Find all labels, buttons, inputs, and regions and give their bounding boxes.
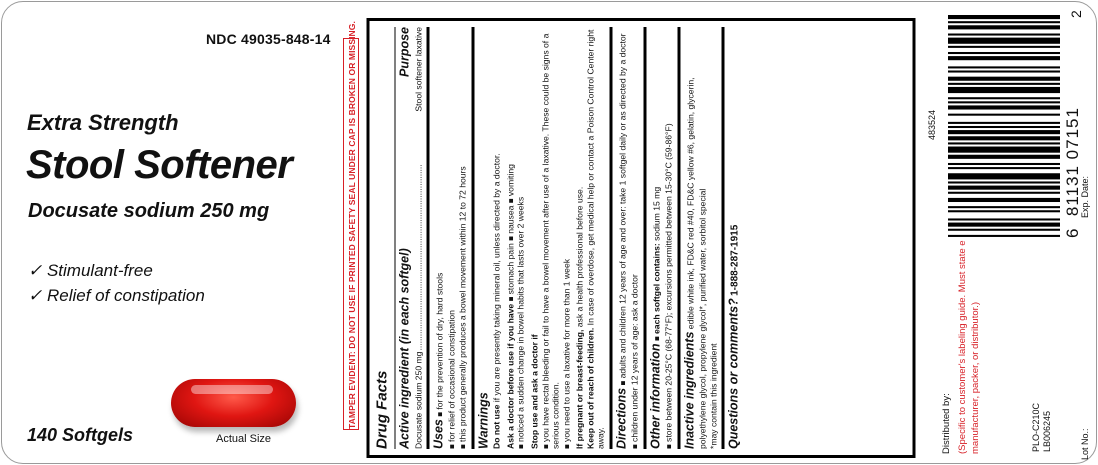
plo-code: PLO-C210C bbox=[1031, 402, 1041, 452]
df-uses-row: Uses ■ for the prevention of dry, hard stools ■ for relief of occasional constipation ■ this product generally produces a bowel movement within 12 to 72 hours bbox=[429, 27, 474, 449]
barcode-bar bbox=[948, 155, 1060, 159]
barcode-bar bbox=[948, 56, 1060, 60]
barcode-bar bbox=[948, 66, 1060, 68]
lb-code: LB006245 bbox=[1042, 410, 1052, 452]
df-title: Drug Facts bbox=[373, 370, 390, 449]
df-title-row bbox=[371, 27, 395, 449]
df-direction-1: adults and children 12 years of age and over: take 1 softgel daily or as directed by a doctor bbox=[616, 33, 627, 379]
feature-stimulant-free: ✓ Stimulant-free bbox=[28, 261, 153, 280]
barcode-bar bbox=[948, 21, 1060, 23]
barcode-bar bbox=[948, 114, 1060, 116]
df-purpose-line: Stool softener laxative bbox=[412, 27, 423, 112]
tamper-evident-strip bbox=[341, 21, 361, 430]
df-use-1: for the prevention of dry, hard stools bbox=[434, 272, 445, 410]
df-other-1-text: sodium 15 mg bbox=[650, 186, 661, 241]
barcode-bar bbox=[948, 186, 1060, 190]
strength-tag: Extra Strength bbox=[27, 110, 179, 135]
upc-check-digit: 2 bbox=[1068, 10, 1084, 18]
df-purpose-heading: Purpose bbox=[397, 27, 412, 78]
upc-number bbox=[1063, 107, 1083, 238]
df-questions-phone: 1-888-287-1915 bbox=[729, 224, 741, 296]
barcode-bar bbox=[948, 136, 1060, 140]
distributor-note-line-2: manufacturer, packer, or distributor.) bbox=[970, 301, 981, 454]
barcode-bar bbox=[948, 97, 1060, 99]
drug-facts-box bbox=[366, 18, 915, 458]
barcode-bar bbox=[948, 235, 1060, 237]
barcode-bar bbox=[948, 34, 1060, 36]
df-uses-heading: Uses bbox=[431, 419, 446, 449]
upc-digits: 81131 07151 bbox=[1063, 107, 1082, 217]
df-do-not-use-label: Do not use bbox=[491, 404, 502, 449]
df-children-label: Keep out of reach of children. bbox=[584, 327, 595, 449]
df-active-dots: .............................................................................. bbox=[412, 164, 423, 351]
df-questions-heading: Questions or comments? bbox=[726, 298, 741, 449]
df-active-heading: Active ingredient (in each softgel) bbox=[397, 248, 412, 449]
df-directions-row: Directions ■ adults and children 12 years of age and over: take 1 softgel daily or as directed by a doctor ■ children under 12 years of age: ask a doctor bbox=[612, 27, 646, 449]
feature-relief: ✓ Relief of constipation bbox=[28, 286, 205, 305]
df-other-2: store between 20-25°C (68-77°F); excursions permitted between 15-30°C (59-86°F) bbox=[663, 123, 674, 442]
lot-number-label: Lot No.: bbox=[1080, 428, 1090, 460]
df-other-heading: Other information bbox=[647, 343, 662, 449]
barcode-bar bbox=[948, 101, 1060, 103]
barcode-bar bbox=[948, 181, 1060, 183]
df-warnings-row: Warnings Do not use if you are presently taking mineral oil, unless directed by a doctor. Ask a doctor before use if you have ■ stomach pain ■ nausea ■ vomiting ■ noticed a sudden change in bowel habits that lasts over 2 weeks Stop use and ask a doctor if ■ you have rectal bleeding or fail to have a bowel movement after use of a laxative. These could be signs of a serious condition. ■ you need to use a laxative for more than 1 week If pregnant or breast-feeding, ask a health professional before use. Keep out of reach of children. In case of overdose, get medical help or contact a Poison Control Center right away. bbox=[474, 27, 612, 449]
barcode-bar bbox=[948, 167, 1060, 169]
df-inactive-note: *may contain this ingredient bbox=[707, 343, 718, 449]
barcode-bar bbox=[948, 15, 1060, 19]
df-pregnant-label: If pregnant or breast-feeding, bbox=[574, 329, 585, 449]
barcode-bar bbox=[948, 70, 1060, 72]
df-questions-row bbox=[724, 27, 744, 449]
actual-size-caption: Actual Size bbox=[216, 433, 272, 445]
df-ask-item-1: stomach pain bbox=[504, 243, 515, 295]
df-children-text: In case of overdose, get medical help or contact a Poison Control Center right away. bbox=[584, 29, 606, 449]
product-name: Stool Softener bbox=[26, 143, 293, 187]
distributor-note bbox=[956, 240, 982, 454]
df-ask-extra: noticed a sudden change in bowel habits that lasts over 2 weeks bbox=[515, 196, 526, 442]
softgel-highlight bbox=[191, 385, 273, 394]
df-do-not-use-text: if you are presently taking mineral oil, unless directed by a doctor. bbox=[491, 153, 502, 403]
barcode-bar bbox=[948, 38, 1060, 44]
barcode-bar bbox=[948, 218, 1060, 220]
barcode-bar bbox=[948, 87, 1060, 93]
df-stop-use-1: you have rectal bleeding or fail to have a bowel movement after use of a laxative. These could be signs of a serious condition. bbox=[539, 33, 561, 449]
barcode-bar bbox=[948, 192, 1060, 194]
distributor-note-line-1: (Specific to customer's labeling guide. Must state e bbox=[957, 240, 968, 454]
barcode-bar bbox=[948, 77, 1060, 81]
barcode-bar bbox=[948, 173, 1060, 179]
exp-date-label: Exp. Date: bbox=[1080, 175, 1090, 218]
barcode-bar bbox=[948, 130, 1060, 134]
upc-barcode bbox=[948, 15, 1060, 239]
barcode-bar bbox=[948, 163, 1060, 165]
softgel-count: 140 Softgels bbox=[27, 425, 134, 445]
df-active-line: Docusate sodium 250 mg bbox=[412, 351, 423, 449]
item-code: 483524 bbox=[927, 109, 937, 140]
barcode-bar bbox=[948, 83, 1060, 85]
df-directions-heading: Directions bbox=[613, 387, 628, 449]
label-codes bbox=[1031, 403, 1053, 452]
df-stop-use-label: Stop use and ask a doctor if bbox=[529, 334, 540, 449]
df-ask-doctor-label: Ask a doctor before use if you have bbox=[504, 303, 515, 449]
df-active-row bbox=[395, 27, 429, 449]
barcode-bar bbox=[948, 223, 1060, 227]
barcode-bar bbox=[948, 122, 1060, 124]
barcode-bar bbox=[948, 142, 1060, 144]
df-use-2: for relief of occasional constipation bbox=[446, 310, 457, 442]
barcode-bar bbox=[948, 52, 1060, 54]
barcode-bar bbox=[948, 147, 1060, 153]
barcode-bar bbox=[948, 25, 1060, 29]
barcode-bar bbox=[948, 229, 1060, 231]
df-stop-use-2: you need to use a laxative for more than 1 week bbox=[560, 258, 571, 442]
barcode-bar bbox=[948, 206, 1060, 208]
distributed-by: Distributed by: bbox=[941, 393, 952, 454]
barcode-bar bbox=[948, 105, 1060, 109]
df-use-3: this product generally produces a bowel movement within 12 to 72 hours bbox=[457, 166, 468, 442]
df-inactive-heading: Inactive ingredients bbox=[681, 331, 696, 449]
barcode-bar bbox=[948, 198, 1060, 202]
upc-lead-digit: 6 bbox=[1063, 227, 1082, 238]
barcode-bar bbox=[948, 46, 1060, 48]
barcode-bar bbox=[948, 210, 1060, 212]
df-pregnant-text: ask a health professional before use. bbox=[574, 186, 585, 328]
df-warnings-heading: Warnings bbox=[475, 392, 490, 449]
drug-facts-panel bbox=[366, 18, 915, 458]
df-ask-item-3: vomiting bbox=[504, 164, 515, 197]
tamper-evident-text: TAMPER EVIDENT: DO NOT USE IF PRINTED SAFETY SEAL UNDER CAP IS BROKEN OR MISSING. bbox=[343, 38, 359, 430]
df-inactive-text: edible white ink, FD&C red #40, FD&C yellow #6, gelatin, glycerin, polyethylene glycol, propylene glycol*, purified water, sorbitol special bbox=[684, 77, 708, 449]
df-ask-item-2: nausea bbox=[504, 205, 515, 234]
df-other-row: Other information ■ each softgel contains: sodium 15 mg ■ store between 20-25°C (68-77°F); excursions permitted between 15-30°C (59-86°F) bbox=[646, 27, 680, 449]
df-inactive-row bbox=[680, 27, 724, 449]
df-other-1-label: each softgel contains: bbox=[650, 243, 661, 334]
barcode-bar bbox=[948, 126, 1060, 128]
active-strength: Docusate sodium 250 mg bbox=[28, 200, 270, 222]
df-direction-2: children under 12 years of age: ask a doctor bbox=[629, 274, 640, 442]
ndc-number: NDC 49035-848-14 bbox=[206, 31, 331, 47]
